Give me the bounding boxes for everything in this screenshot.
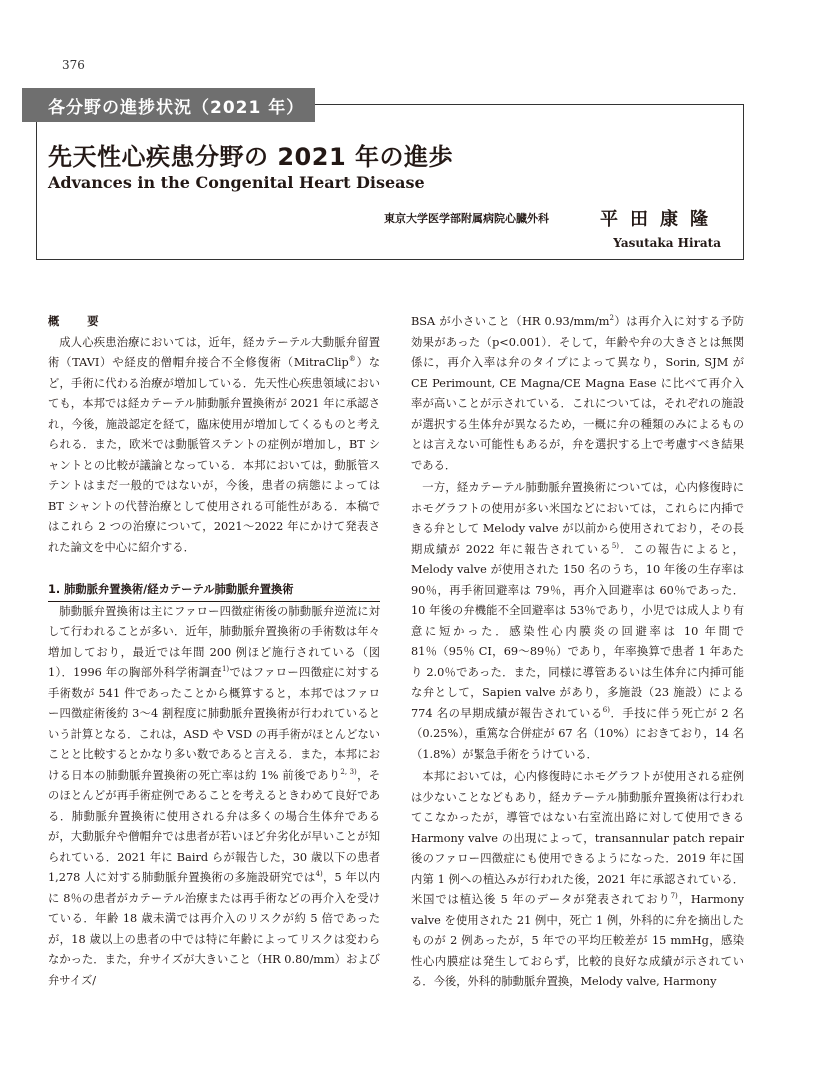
author-name-ja: 平田康隆 <box>600 209 720 230</box>
body-paragraph-1: BSA が小さいこと（HR $0.93/mm/m^2$）は再介入に対する予防効果があった（p<0.001）．そして，年齢や弁の大きさとは無関係に，再介入率は弁のタイプによって異なり，Sorin, SJM が CE Perimount, CE Magna/CE Magna Ease に比べて再介入率が高いことが示されている．これについては，それぞれの施設が選択する生体弁が異なるため，一概に弁の種類のみによるものとは言えない可能性もあるが，弁を選択する上で考慮すべき結果である． <box>411 314 744 472</box>
abstract-heading: 概要 <box>48 315 127 328</box>
article-title-ja: 先天性心疾患分野の 2021 年の進歩 <box>48 143 454 171</box>
citation-superscript: 5) <box>611 541 619 550</box>
citation-superscript: 7) <box>670 892 678 901</box>
citation-superscript: 2, 3) <box>340 767 357 776</box>
citation-superscript: 4) <box>315 870 323 879</box>
author-affiliation: 東京大学医学部附属病院心臓外科 <box>384 212 549 225</box>
section-1-heading: 1. 肺動脈弁置換術/経カテーテル肺動脈弁置換術 <box>48 580 380 602</box>
left-column <box>48 312 380 991</box>
section-1-paragraph: 肺動脈弁置換術は主にファロー四徴症術後の肺動脈弁逆流に対して行われることが多い．近年，肺動脈弁置換術の手術数は年々増加しており，最近では年間 200 例ほど施行されている（図 1）．1996 年の胸部外科学術調査$^{1)}$ではファロー四徴症に対する手術数が 541 件であったことから概算すると，本邦ではファロー四徴症術後約 3～4 割程度に肺動脈弁置換術が行われているという計算となる．これは，ASD や VSD の再手術がほとんどないことと比較するとかなり多い数であると言える．また，本邦における日本の肺動脈弁置換術の死亡率は約 1% 前後であり$^{2, 3)}$，そのほとんどが再手術症例であることを考えるときわめて良好である．肺動脈弁置換術に使用される弁は多くの場合生体弁であるが，大動脈弁や僧帽弁では患者が若いほど弁劣化が早いことが知られている．2021 年に Baird らが報告した，30 歳以下の患者 1,278 人に対する肺動脈弁置換術の多施設研究では$^{4)}$，5 年以内に 8％の患者がカテーテル治療または再手術などの再介入を受けている．年齢 18 歳未満では再介入のリスクが約 5 倍であったが，18 歳以上の患者の中では特に年齢によってリスクは変わらなかった．また，弁サイズが大きいこと（HR 0.80/mm）および弁サイズ/ <box>48 604 380 987</box>
right-column <box>411 312 744 993</box>
citation-superscript: ® <box>348 355 356 364</box>
body-paragraph-3: 本邦においては，心内修復時にホモグラフトが使用される症例は少ないことなどもあり，経カテーテル肺動脈弁置換術は行われてこなかったが，導管ではない右室流出路に対して使用できる Harmony valve の出現によって，transannular patch repair 後のファロー四徴症にも使用できるようになった．2019 年に国内第 1 例への植込みが行われた後，2021 年に承認されている．米国では植込後 5 年のデータが発表されており$^{7)}$，Harmony valve を使用された 21 例中，死亡 1 例，外科的に弁を摘出したものが 2 例あったが，5 年での平均圧較差が 15 mmHg，感染性心内膜症は発生しておらず，比較的良好な成績が示されている．今後，外科的肺動脈弁置換，Melody valve, Harmony <box>411 770 744 988</box>
citation-superscript: 6) <box>602 705 610 714</box>
body-paragraph-2: 一方，経カテーテル肺動脈弁置換術については，心内修復時にホモグラフトの使用が多い米国などにおいては，これらに内挿できる弁として Melody valve が以前から使用されており，その長期成績が 2022 年に報告されている$^{5)}$．この報告によると，Melody valve が使用された 150 名のうち，10 年後の生存率は 90％，再手術回避率は 79％，再介入回避率は 60％であった．10 年後の弁機能不全回避率は 53％であり，小児では成人より有意に短かった．感染性心内膜炎の回避率は 10 年間で 81％（95％ CI，69～89％）であり，年率換算で患者 1 年あたり 2.0％であった．また，同様に導管あるいは生体弁に内挿可能な弁として，Sapien valve があり，多施設（23 施設）による 774 名の早期成績が報告されている$^{6)}$．手技に伴う死亡が 2 名（0.25%），重篤な合併症が 67 名（10%）におきており，14 名（1.8%）が緊急手術をうけている． <box>411 481 744 761</box>
abstract-paragraph: 成人心疾患治療においては，近年，経カテーテル大動脈弁留置術（TAVI）や経皮的僧帽弁接合不全修復術（MitraClip®）など，手術に代わる治療が増加している．先天性心疾患領域においても，本邦では経カテーテル肺動脈弁置換術が 2021 年に承認され，今後，施設認定を経て，臨床使用が増加してくるものと考えられる．また，欧米では動脈管ステントの症例が増加し，BT シャントとの比較が議論となっている．本邦においては，動脈管ステントはまだ一般的ではないが，今後，患者の病態によっては BT シャントの代替治療として使用される可能性がある．本稿ではこれら 2 つの治療について，2021～2022 年にかけて発表された論文を中心に紹介する． <box>48 335 380 554</box>
citation-superscript: 2 <box>609 314 614 323</box>
author-name-en: Yasutaka Hirata <box>613 236 721 250</box>
citation-superscript: 1) <box>221 665 230 674</box>
article-title-en: Advances in the Congenital Heart Disease <box>48 173 425 192</box>
category-tab: 各分野の進捗状況（2021 年） <box>22 88 315 122</box>
page-number: 376 <box>62 58 85 72</box>
